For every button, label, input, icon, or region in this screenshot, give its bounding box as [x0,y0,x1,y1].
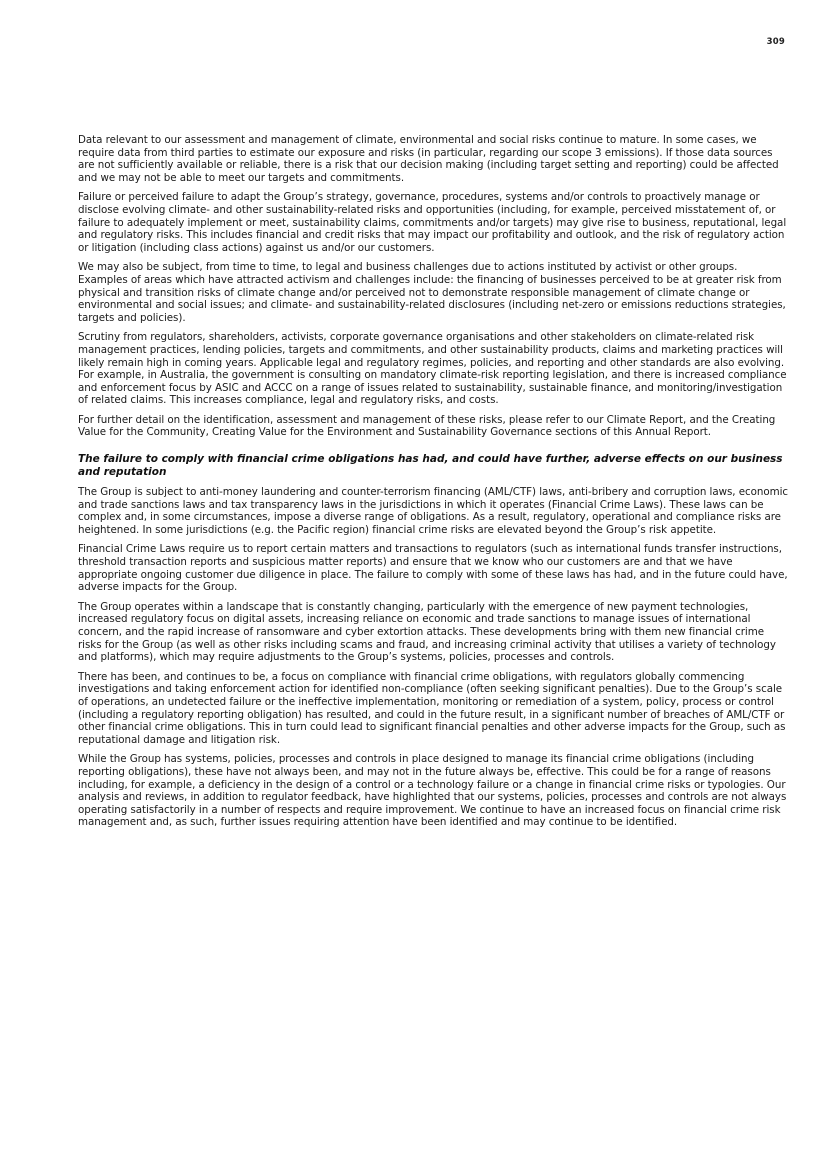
page-number: 309 [766,37,785,47]
paragraph: For further detail on the identification, assessment and management of these risks, please refer to our Climate Report, and the Creating Value for the Community, Creating Value for the Environment and Sustainability Governance sections of this Annual Report. [78,413,776,439]
paragraph: Failure or perceived failure to adapt the Group’s strategy, governance, procedures, systems and/or controls to proactively manage or disclose evolving climate- and other sustainability-related risks and opportunities (including, for example, perceived misstatement of, or failure to adequately implement or meet, sustainability claims, commitments and/or targets) may give rise to business, reputational, legal and regulatory risks. This includes financial and credit risks that may impact our profitability and outlook, and the risk of regulatory action or litigation (including class actions) against us and/or our customers. [78,191,787,254]
paragraph: The Group operates within a landscape that is constantly changing, particularly with the emergence of new payment technologies, increased regulatory focus on digital assets, increasing reliance on economic and trade sanctions to manage issues of international concern, and the rapid increase of ransomware and cyber extortion attacks. These developments bring with them new financial crime risks for the Group (as well as other risks including scams and fraud, and increasing criminal activity that utilises a variety of technology and platforms), which may require adjustments to the Group’s systems, policies, processes and controls. [78,600,776,664]
section-heading: The failure to comply with financial crime obligations has had, and could have further, adverse effects on our business and reputation [78,453,783,479]
paragraph: Financial Crime Laws require us to report certain matters and transactions to regulators (such as international funds transfer instructions, threshold transaction reports and suspicious matter reports) and ensure that we know who our customers are and that we have appropriate ongoing customer due diligence in place. The failure to comply with some of these laws has had, and in the future could have, adverse impacts for the Group. [78,543,788,594]
paragraph: While the Group has systems, policies, processes and controls in place designed to manage its financial crime obligations (including reporting obligations), these have not always been, and may not in the future always be, effective. This could be for a range of reasons including, for example, a deficiency in the design of a control or a technology failure or a change in financial crime risks or typologies. Our analysis and reviews, in addition to regulator feedback, have highlighted that our systems, policies, processes and controls are not always operating satisfactorily in a number of respects and require improvement. We continue to have an increased focus on financial crime risk management and, as such, further issues requiring attention have been identified and may continue to be identified. [78,753,787,829]
paragraph: The Group is subject to anti-money laundering and counter-terrorism financing (AML/CTF) laws, anti-bribery and corruption laws, economic and trade sanctions laws and tax transparency laws in the jurisdictions in which it operates (Financial Crime Laws). These laws can be complex and, in some circumstances, impose a diverse range of obligations. As a result, regulatory, operational and compliance risks are heightened. In some jurisdictions (e.g. the Pacific region) financial crime risks are elevated beyond the Group’s risk appetite. [78,486,789,536]
paragraph: Scrutiny from regulators, shareholders, activists, corporate governance organisations and other stakeholders on climate-related risk management practices, lending policies, targets and commitments, and other sustainability products, claims and marketing practices will likely remain high in coming years. Applicable legal and regulatory regimes, policies, and reporting and other standards are also evolving. For example, in Australia, the government is consulting on mandatory climate-risk reporting legislation, and there is increased compliance and enforcement focus by ASIC and ACCC on a range of issues related to sustainability, sustainable finance, and monitoring/investigation of related claims. This increases compliance, legal and regulatory risks, and costs. [78,331,787,407]
financial-crime-section [78,453,790,829]
paragraph: Data relevant to our assessment and management of climate, environmental and social risks continue to mature. In some cases, we require data from third parties to estimate our exposure and risks (in particular, regarding our scope 3 emissions). If those data sources are not sufficiently available or reliable, there is a risk that our decision making (including target setting and reporting) could be affected and we may not be able to meet our targets and commitments. [78,134,779,184]
document-body [78,134,790,836]
paragraph: There has been, and continues to be, a focus on compliance with financial crime obligations, with regulators globally commencing investigations and taking enforcement action for identified non-compliance (often seeking significant penalties). Due to the Group’s scale of operations, an undetected failure or the ineffective implementation, monitoring or remediation of a system, policy, process or control (including a regulatory reporting obligation) has resulted, and could in the future result, in a significant number of breaches of AML/CTF or other financial crime obligations. This in turn could lead to significant financial penalties and other adverse impacts for the Group, such as reputational damage and litigation risk. [78,670,786,746]
paragraph: We may also be subject, from time to time, to legal and business challenges due to actions instituted by activist or other groups. Examples of areas which have attracted activism and challenges include: the financing of businesses perceived to be at greater risk from physical and transition risks of climate change and/or perceived not to demonstrate responsible management of climate change or environmental and social issues; and climate- and sustainability-related disclosures (including net-zero or emissions reductions strategies, targets and policies). [78,261,786,324]
climate-risk-section [78,134,790,439]
